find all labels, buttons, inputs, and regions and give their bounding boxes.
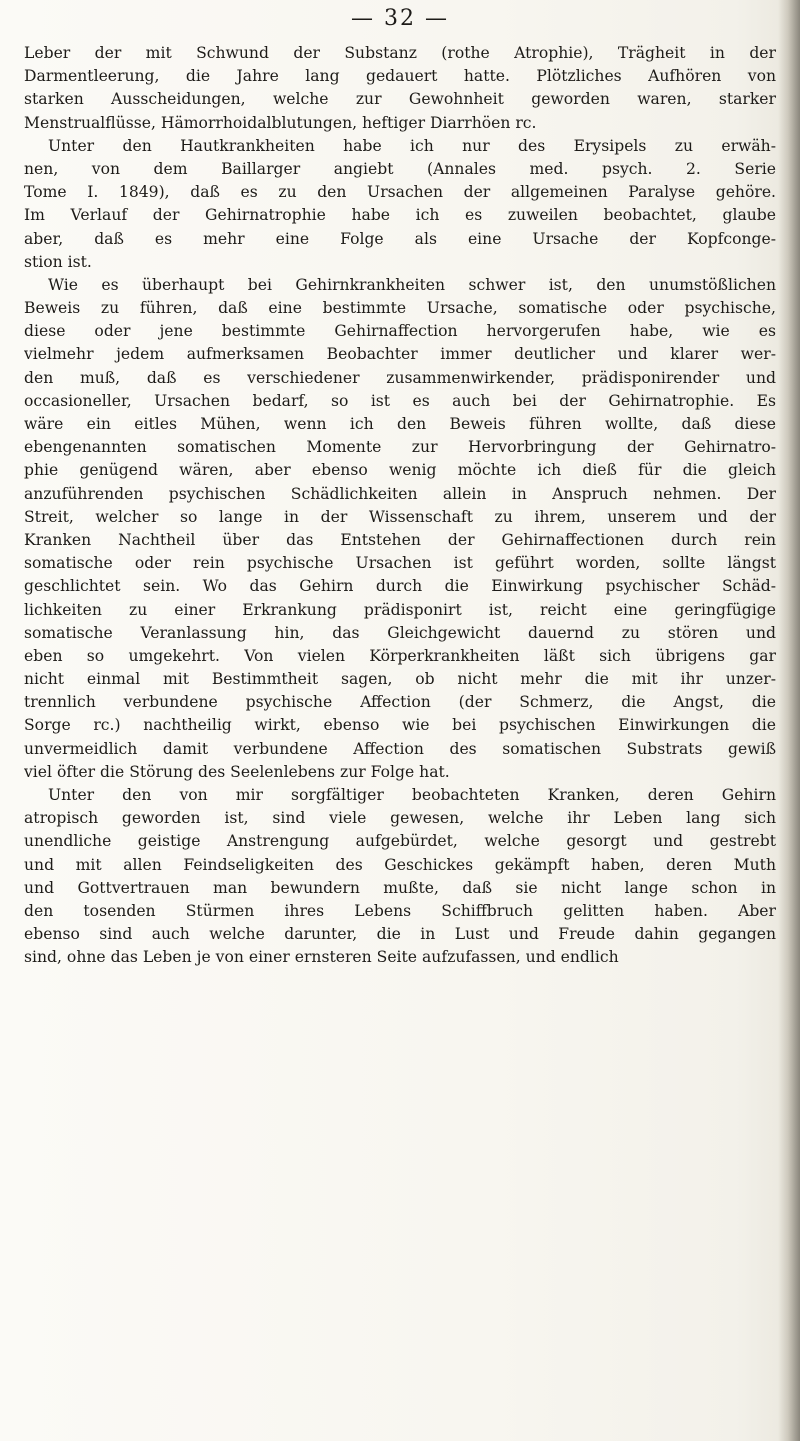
text-line: ebengenannten somatischen Momente zur Hervorbringung der Gehirnatro-	[24, 438, 776, 457]
text-line: geschlichtet sein. Wo das Gehirn durch die Einwirkung psychischer Schäd-	[24, 577, 776, 596]
text-line: Beweis zu führen, daß eine bestimmte Ursache, somatische oder psychische,	[24, 299, 776, 318]
text-line: Unter den Hautkrankheiten habe ich nur des Erysipels zu erwäh-	[48, 136, 776, 155]
text-line: lichkeiten zu einer Erkrankung prädisponirt ist, reicht eine geringfügige	[24, 600, 776, 619]
text-line: atropisch geworden ist, sind viele gewesen, welche ihr Leben lang sich	[24, 809, 776, 828]
text-line: den tosenden Stürmen ihres Lebens Schiffbruch gelitten haben. Aber	[24, 901, 776, 920]
body-text	[24, 42, 776, 970]
text-line: aber, daß es mehr eine Folge als eine Ursache der Kopfconge-	[24, 229, 776, 248]
text-line: Kranken Nachtheil über das Entstehen der Gehirnaffectionen durch rein	[24, 530, 776, 549]
text-line: phie genügend wären, aber ebenso wenig möchte ich dieß für die gleich	[24, 461, 776, 480]
text-line: unendliche geistige Anstrengung aufgebürdet, welche gesorgt und gestrebt	[24, 832, 776, 851]
text-line: Sorge rc.) nachtheilig wirkt, ebenso wie bei psychischen Einwirkungen die	[24, 716, 776, 735]
text-line: Tome I. 1849), daß es zu den Ursachen der allgemeinen Paralyse gehöre.	[24, 183, 776, 202]
text-line: somatische oder rein psychische Ursachen ist geführt worden, sollte längst	[24, 554, 776, 573]
text-line: ebenso sind auch welche darunter, die in Lust und Freude dahin gegangen	[24, 925, 776, 944]
text-line: nicht einmal mit Bestimmtheit sagen, ob nicht mehr die mit ihr unzer-	[24, 670, 776, 689]
text-line: Menstrualflüsse, Hämorrhoidalblutungen, heftiger Diarrhöen rc.	[24, 113, 537, 132]
text-line: unvermeidlich damit verbundene Affection des somatischen Substrats gewiß	[24, 739, 776, 758]
text-line: wäre ein eitles Mühen, wenn ich den Beweis führen wollte, daß diese	[24, 415, 776, 433]
page-number: — 32 —	[351, 6, 449, 31]
text-line: stion ist.	[24, 252, 92, 271]
page-spine-shadow	[778, 0, 800, 1441]
text-line: diese oder jene bestimmte Gehirnaffection hervorgerufen habe, wie es	[24, 322, 776, 341]
text-line: Im Verlauf der Gehirnatrophie habe ich es zuweilen beobachtet, glaube	[24, 206, 776, 225]
text-line: somatische Veranlassung hin, das Gleichgewicht dauernd zu stören und	[24, 623, 776, 642]
text-line: Unter den von mir sorgfältiger beobachteten Kranken, deren Gehirn	[48, 786, 776, 804]
text-line: vielmehr jedem aufmerksamen Beobachter immer deutlicher und klarer wer-	[24, 345, 776, 364]
text-line: anzuführenden psychischen Schädlichkeiten allein in Anspruch nehmen. Der	[24, 484, 776, 503]
text-line: Wie es überhaupt bei Gehirnkrankheiten schwer ist, den unumstößlichen	[48, 275, 776, 294]
text-line: nen, von dem Baillarger angiebt (Annales med. psych. 2. Serie	[24, 159, 776, 178]
text-line: viel öfter die Störung des Seelenlebens zur Folge hat.	[24, 762, 450, 781]
text-line: occasioneller, Ursachen bedarf, so ist es auch bei der Gehirnatrophie. Es	[24, 391, 776, 410]
text-line: starken Ausscheidungen, welche zur Gewohnheit geworden waren, starker	[24, 90, 776, 109]
text-line: den muß, daß es verschiedener zusammenwirkender, prädisponirender und	[24, 368, 776, 387]
text-line: Darmentleerung, die Jahre lang gedauert hatte. Plötzliches Aufhören von	[24, 67, 776, 86]
text-line: Streit, welcher so lange in der Wissenschaft zu ihrem, unserem und der	[24, 507, 776, 526]
text-line: sind, ohne das Leben je von einer ernsteren Seite aufzufassen, und endlich	[24, 948, 619, 967]
text-line: eben so umgekehrt. Von vielen Körperkrankheiten läßt sich übrigens gar	[24, 646, 776, 665]
text-line: und mit allen Feindseligkeiten des Geschickes gekämpft haben, deren Muth	[24, 855, 776, 874]
text-line: und Gottvertrauen man bewundern mußte, daß sie nicht lange schon in	[24, 878, 776, 897]
text-line: trennlich verbundene psychische Affection (der Schmerz, die Angst, die	[24, 693, 776, 712]
text-line: Leber der mit Schwund der Substanz (rothe Atrophie), Trägheit in der	[24, 44, 776, 62]
